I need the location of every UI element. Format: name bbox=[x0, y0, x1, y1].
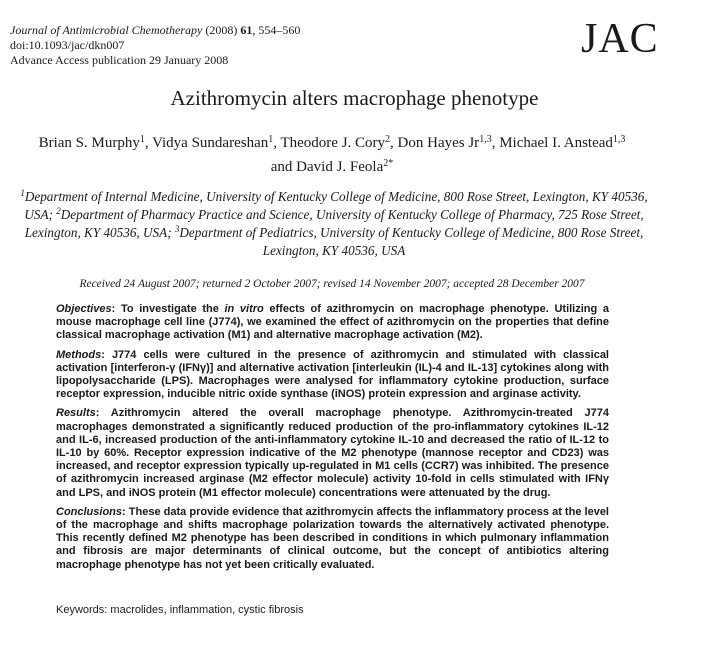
author-separator: , bbox=[491, 135, 500, 151]
author-affiliation-mark: 2* bbox=[383, 158, 394, 169]
abstract-conclusions bbox=[56, 506, 609, 572]
author-name: Michael I. Anstead bbox=[499, 135, 613, 151]
section-text: effects of azithromycin on macrophage phenotype. Utilizing a mouse macrophage cell line (J774), we examined the effect of azithromycin on the properties that define classical macrophage activation (M1) and alternative macrophage activation (M2). bbox=[56, 303, 609, 342]
author-name: David J. Feola bbox=[296, 159, 384, 175]
citation-block bbox=[10, 23, 300, 68]
section-text: These data provide evidence that azithromycin affects the inflammatory process at the level of the macrophage and shifts macrophage polarization towards the alternatively activated phenotype. This recently defined M2 phenotype has been described in conditions in which pulmonary inflammation and fibrosis are major determinants of clinical outcome, but the concept of antibiotics altering macrophage phenotype has not yet been critically evaluated. bbox=[56, 505, 609, 571]
italic-term: in vitro bbox=[224, 303, 264, 315]
journal-volume: 61 bbox=[240, 23, 253, 37]
advance-access: Advance Access publication 29 January 2008 bbox=[10, 53, 229, 67]
keywords: Keywords: macrolides, inflammation, cystic fibrosis bbox=[56, 604, 304, 616]
author-name: Theodore J. Cory bbox=[280, 135, 386, 151]
affiliation-mark: 1 bbox=[20, 188, 25, 198]
author-name: Vidya Sundareshan bbox=[152, 135, 269, 151]
journal-logo: JAC bbox=[581, 16, 659, 62]
heading-colon: : bbox=[95, 407, 111, 420]
affiliation-mark: 3 bbox=[174, 224, 180, 234]
heading-colon: : bbox=[101, 348, 112, 361]
affiliation-text: Department of Internal Medicine, University of Kentucky College of Medicine, 800 Rose Street, Lexington, KY 40536, USA; bbox=[24, 189, 648, 222]
section-heading: Conclusions bbox=[56, 505, 123, 518]
journal-name: Journal of Antimicrobial Chemotherapy bbox=[10, 23, 203, 37]
section-heading: Results bbox=[56, 407, 96, 420]
author-connector: and bbox=[270, 159, 297, 175]
received-dates: Received 24 August 2007; returned 2 October 2007; revised 14 November 2007; accepted 28 December 2007 bbox=[79, 278, 585, 290]
section-text: J774 cells were cultured in the presence of azithromycin and stimulated with classical activation [interferon-γ (IFNγ)] and alternative activation [interleukin (IL)-4 and IL-13] cytokines along with lipopolysaccharide (LPS). Macrophages were analysed for inflammatory cytokine production, surface receptor expression, inducible nitric oxide synthase (iNOS) protein expression and arginase activity. bbox=[56, 348, 609, 401]
author-affiliation-mark: 2 bbox=[385, 134, 391, 145]
author-affiliation-mark: 1,3 bbox=[479, 134, 492, 145]
abstract-results bbox=[56, 407, 609, 499]
section-text: To investigate the bbox=[120, 303, 225, 315]
journal-citation-line bbox=[10, 23, 300, 38]
affiliation-mark: 2 bbox=[56, 206, 61, 216]
section-heading: Objectives bbox=[56, 303, 112, 315]
author-separator: , bbox=[390, 135, 398, 151]
heading-colon: : bbox=[111, 303, 121, 315]
article-title: Azithromycin alters macrophage phenotype bbox=[170, 86, 539, 110]
author-name: Don Hayes Jr bbox=[397, 135, 480, 151]
abstract-methods bbox=[56, 349, 609, 402]
section-heading: Methods bbox=[56, 348, 102, 361]
abstract bbox=[56, 303, 609, 578]
author-affiliation-mark: 1 bbox=[268, 134, 274, 145]
journal-pages: , 554–560 bbox=[252, 23, 301, 37]
author-name: Brian S. Murphy bbox=[38, 135, 140, 151]
section-text: Azithromycin altered the overall macrophage phenotype. Azithromycin-treated J774 macrophages demonstrated a significantly reduced production of the pro-inflammatory cytokines IL-12 and IL-6, increased production of the anti-inflammatory cytokine IL-10 and decreased the ratio of IL-12 to IL-10 by 60%. Receptor expression indicative of the M2 phenotype (mannose receptor and CD23) was increased, and receptor expression typically up-regulated in M1 cells (CCR7) was inhibited. The presence of azithromycin increased arginase (M2 effector molecule) activity 10-fold in cells stimulated with IFNγ and LPS, and iNOS protein (M1 effector molecule) concentrations were attenuated by the drug. bbox=[56, 407, 610, 499]
affiliations bbox=[14, 188, 654, 260]
doi: doi:10.1093/jac/dkn007 bbox=[10, 38, 125, 52]
author-separator: , bbox=[144, 135, 153, 151]
journal-year: (2008) bbox=[205, 23, 238, 37]
author-affiliation-mark: 1,3 bbox=[612, 134, 626, 145]
affiliation-text: Department of Pharmacy Practice and Science, University of Kentucky College of Pharmacy, 725 Rose Street, Lexington, KY 40536, USA; bbox=[24, 207, 644, 240]
affiliation-text: Department of Pediatrics, University of Kentucky College of Medicine, 800 Rose Street, Lexington, KY 40536, USA bbox=[179, 225, 644, 258]
heading-colon: : bbox=[122, 505, 129, 518]
author-line-2 bbox=[0, 155, 664, 179]
author-list bbox=[0, 131, 664, 179]
author-line-1 bbox=[0, 131, 664, 155]
author-separator: , bbox=[273, 135, 281, 151]
author-affiliation-mark: 1 bbox=[139, 134, 145, 145]
abstract-objectives bbox=[56, 303, 609, 343]
